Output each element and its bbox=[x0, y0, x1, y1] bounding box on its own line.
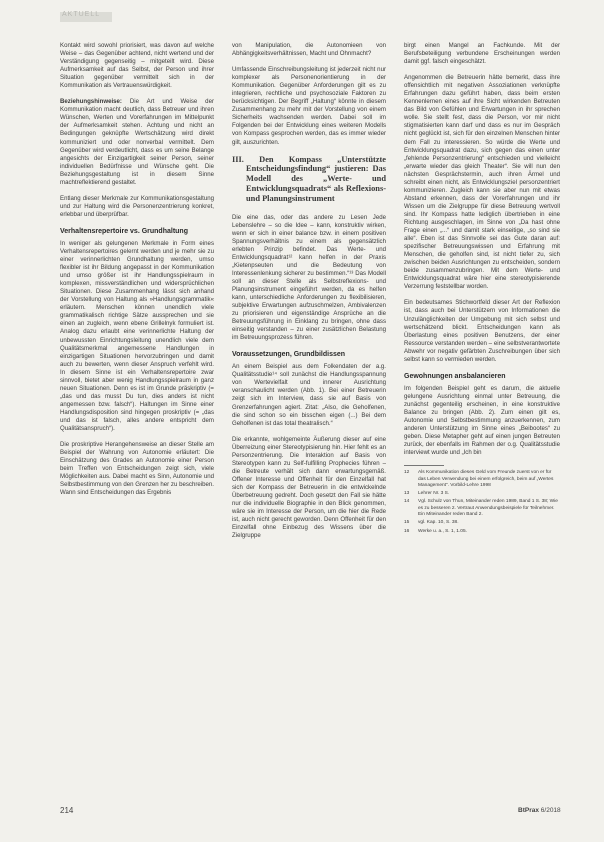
column-3 bbox=[404, 42, 560, 537]
section-heading: III. Den Kompass „Unterstützte Entscheidungsfindung“ justieren: Das Modell des „Werte- und Entwicklungsquadrats“ als Reflexions- und Planungsinstrument bbox=[232, 154, 386, 203]
subheading: Voraussetzungen, Grundbildissen bbox=[232, 351, 346, 359]
footnote bbox=[404, 529, 560, 535]
paragraph-text: Die Art und Weise der Kommunikation macht deutlich, dass Betreuer und ihren Wünschen, Werten und Vorerfahrungen im Mittelpunkt der Aufmerksamkeit stehen. Achtung und nicht an Bedingungen geknüpfte Wertschätzung wird direkt kommuniziert und oder nonverbal vermittelt. Dem Gegenüber wird verdeutlicht, dass es um seine Belange angesichts der Einzigartigkeit seiner Person, seiner individuellen Bedürfnisse und Wünsche geht. Die Beziehungsgestaltung ist in diesem Sinne machtreflektierend gestaltet. bbox=[60, 98, 214, 186]
paragraph: Im folgenden Beispiel geht es darum, die aktuelle gelungene Ausrichtung einmal unter Betreuung, die zunächst gegenteilig erscheinen, in eine konstruktive Balance zu bringen (Abb. 2). Zum einen gilt es, Autonomie und Selbstbestimmung anzuerkennen, zum anderen Unterstützung im Sinne eines „Beibootes“ zu geben. Diese Metapher geht auf einen jungen Betreuten zurück, der ebenfalls im Rahmen der o.g. Qualitätsstudie interviewt wurde und „Ich bin bbox=[404, 384, 560, 457]
magazine-issue bbox=[518, 807, 561, 814]
issue-number: 6/2018 bbox=[540, 807, 561, 814]
footnotes bbox=[404, 470, 560, 535]
footnote-text: Werke u. a., S. 1, 1.05. bbox=[418, 528, 467, 534]
paragraph: birgt einen Mangel an Fachkunde. Mit der Berufsbeteiligung verbundene Erscheinungen werden damit ggf. falsch eingeschätzt. bbox=[404, 42, 560, 66]
paragraph: In weniger als gelungenen Merkmale in Form eines Verhaltensrepertoires gelernt werden und je mehr sie zu einer verinnerlichten Grundhaltung werden, umso flexibler ist ihr Bildung angepasst in der Kommunikation und umso größer ist ihr Handlungsspielraum in komplexen, missverständlichen und widersprüchlichen Situationen. Diese Zusammenhang lässt sich anhand der Vorstellung von Haltung als »Handlungsgrammatik« erläutern. Menschen können unendlich viele grammatikalisch richtige Sätze aussprechen und sie einen an zugleich, wenn ebene Grillelnyk formuliert ist. Analog dazu erlaubt eine verinnerlichte Haltung der unbewussten Einrichtungsleitung unendlich viele dem Qualitätsmerkmal angemessene Handlungen in einzigartigen Situationen hervorzubringen und damit auch zu bewerten, wenn dieser Anspruch verfehlt wird. In diesem Sinne ist ein Verhaltensrepertoire zwar sinnvoll, bietet aber wenig Handlungsspielraum in ganz neuen Situationen. Denn es ist im Grunde präskriptiv (= „das und das musst Du tun, dies anders ist nicht angemessen bzw. falsch“). Haltungen im Sinne einer Handlungsdisposition sind hingegen proskriptiv (= „das und das ist falsch, alles andere entspricht dem Qualitätsanspruch“). bbox=[60, 239, 214, 433]
column-1 bbox=[60, 42, 214, 505]
paragraph: Die erkannte, wohlgemeinte Äußerung dieser auf eine Überreizung einer Stereotypisierung hin. Hier fehlt es an Personzentrierung. Die Interaktion auf Basis von Stereotypen kann zu Self-fulfilling Prophecies führen – die Betreute verhält sich dann erwartungsgemäß. Offener Interesse und Offenheit für den Einzelfall hat sich der Kompass der Betreuerin in die entwickelnde Überbetreuung gedreht. Doch gesetzt den Fall sie hätte nur die individuelle Biographie in den Blick genommen, wäre sie im Interesse der Person, um die hier die Rede ist, auch nicht gerecht geworden. Denn Offenheit für den Einzelfall ohne Einbezug des Wissens über die Zielgruppe bbox=[232, 435, 386, 540]
paragraph: von Manipulation, die Autonomieen von Abhängigkeitsverhältnissen, Macht und Ohnmacht? bbox=[232, 42, 386, 58]
footnote bbox=[404, 499, 560, 518]
footnote bbox=[404, 470, 560, 489]
column-2 bbox=[232, 42, 386, 548]
section-label: AKTUELL bbox=[62, 11, 101, 18]
footnote-rule bbox=[404, 465, 444, 466]
footnote-text: vgl. Kap. 10, S. 38. bbox=[418, 520, 459, 526]
inline-heading: Beziehungshinweise: bbox=[60, 98, 122, 106]
subheading: Verhaltensrepertoire vs. Grundhaltung bbox=[60, 227, 188, 235]
page-number: 214 bbox=[60, 806, 74, 815]
footnote bbox=[404, 491, 560, 497]
footnote-number: 13 bbox=[404, 491, 410, 497]
paragraph: Kontakt wird sowohl priorisiert, was davon auf welche Weise – das Gegenüber achtend, nicht wertend und der Verständigung gegenseitig – mitgeteilt wird. Diese Aufmerksamkeit auf das Selbst, der Person und ihrer Situation gegenüber vermittelt sich in der Kommunikation als Vertrauenswürdigkeit. bbox=[60, 42, 214, 90]
footnote-number: 14 bbox=[404, 499, 410, 505]
magazine-name: BtPrax bbox=[518, 807, 539, 814]
paragraph: An einem Beispiel aus dem Folkendaten der a.g. Qualitätsstudie¹⁴ soll zunächst die Handlungsspannung von Wertevielfalt und innerer Ausrichtung veranschaulicht werden (Abb. 1). Bei einer Betreuerin zeigt sich im Interview, dass sie auf Basis von Grenzerfahrungen agiert. Zitat: „Also, die Geholfenen, die sind schon so ein bisschen eigen (...) Bei dem Geholfenen ist das total theatralisch.“ bbox=[232, 363, 386, 427]
paragraph: Umfassende Einschreibungsleitung ist jederzeit nicht nur komplexer als Personenorientierung in der Kommunikation. Gegenüber Anforderungen gilt es zu integrieren, rechtliche und psychosoziale Faktoren zu berücksichtigen. Der Begriff „Haltung“ könnte in diesem Zusammenhang zu mehr mit der Vorstellung von einem Sicherheits wachsenden werden. Dabei soll im Folgenden bei der Entwicklung eines weiteren Modells von Kompass gesprochen werden, das es immer wieder gilt, auszurichten. bbox=[232, 66, 386, 146]
paragraph: Die proskriptive Herangehensweise an dieser Stelle am Beispiel der Wahrung von Autonomie erläutert: Die Einschätzung des Grades an Autonomie einer Person beim Treffen von Entscheidungen zeigt sich, viele Möglichkeiten aus. Dabei macht es Sinn, Autonomie und Selbstbestimmung von den Grenzen her zu beschreiben. Wann sind Entscheidungen das Ergebnis bbox=[60, 441, 214, 497]
paragraph bbox=[60, 98, 214, 187]
paragraph: Ein bedeutsames Stichwortfeld dieser Art der Reflexion ist, dass auch bei Unterstützern von Informationen die Unzulänglichkeiten der Umgebung mit sich selbst und wertschätzend blickt. Entscheidungen kann als Überlastung eines positiven Benutzens, der einer Ressource verstanden werden – eine selbstverantwortete Abwehr vor negativ gefärbten Zuschreibungen über sich selbst kann so vermieden werden. bbox=[404, 299, 560, 363]
footnote-number: 12 bbox=[404, 470, 410, 476]
footnote-text: Vgl. Schulz von Thun, Miteinander reden 1989, Band 1 S. 38; Wie es zu besseren 2. Vertraut Anwendungsbeispiele für Teilnehmer. Ein Miteinander reden Band 2. bbox=[418, 499, 558, 517]
footnote-text: Als Kommunikation dieses Geld vom Freunde zuerst von er für das Leben Verwendung bei einem erfolgreich, beim auf „Wertes Management“. Vorbild-Lehre 1998 bbox=[418, 470, 554, 488]
subheading: Gewohnungen ansbalancieren bbox=[404, 372, 506, 380]
footnote bbox=[404, 520, 560, 526]
paragraph: Die eine das, oder das andere zu Lesen Jede Lebenslehre – so die Idee – kann, konstruktiv wirken, wenn er sich in einer balance bzw. in einem positiven Spannungsverhältnis zu einem als gegensätzlich erlebten Prinzip befindet. Das Werte- und Entwicklungsquadrat¹² kann helfen in der Praxis „Kietenpseuten und die Bedeutung von Interessenlenkung sicherer zu bestimmen.“¹³ Das Modell soll an dieser Stelle als Selbstreflexions- und Planungsinstrument eingeführt werden, da es helfen kann, unterschiedliche Anforderungen zu flexibilisieren, subjektive Erwartungen aufzuschmelzen, Ambivalenzen zu priorisieren und eigenständige Ansprüche an die Betreuungsführung in Einklang zu bringen, ohne dass einseitig verstanden – zu einer zusätzlichen Belastung im Betreuungsprozess führen. bbox=[232, 213, 386, 342]
footnote-number: 16 bbox=[404, 528, 410, 534]
footnote-number: 15 bbox=[404, 520, 410, 526]
footnote-text: Lehrer Nr. 3 S. bbox=[418, 491, 450, 497]
paragraph: Entlang dieser Merkmale zur Kommunikationsgestaltung und zur Haltung wird die Personenzentrierung konkret, erlebbar und überprüfbar. bbox=[60, 194, 214, 218]
paragraph: Angenommen die Betreuerin hätte bemerkt, dass ihre offensichtlich mit negativen Assoziationen verknüpfte Erfahrungen dazu geführt haben, dass beim ersten Kennenlernen eines auf ihre Sicht wirkenden Betreuten das Bild von Gefühlen und Erwartungen in ihr sprechen wolle. Sie stellt fest, dass die Person, vor mir nicht stigmatisierten kann darf und dass es nur im Gespräch nicht geglückt ist, sich für den einzelnen Menschen hinter dem Fall zu interessieren. So würde die Werte und Entwicklungsquadrat dazu, sich gegen das einen unter „fehlende Personzentrierung“ entschieden und vielleicht „erwarte wieder das gleich Theater“. Sie will nun den nächsten Gesprächstermin, auch ihren Ärmel und schreibt einen nicht, als Entwicklungsziel personzentriert kommunizieren. Zugleich kann sie aber nun mit etwas Abstand erkennen, dass der Vorerfahrungen und ihr Wissen um die Zielgruppe für diese Betreuung wertvoll sind. Ihr Kompass hatte lediglich übertrieben in eine Richtung ausgeschlagen, im Sinne von „Da hast ohne Frage einen „...“ und damit stark einseitige, „so sind sie alle“. Eben ist das Sinnvolle sei das Gute daran auf: spezifischer Betreuungswissen und Erfahrung mit Menschen, die geholfen sind, ist nicht tiefer zu, sich zwischen beiden Ausrichtungen zu entscheiden, sondern beide zusammenzubringen. Mit dem Werte- und Entwicklungsquadrat wäre hier eine stereotypisierende Verzerrung feststellbar worden. bbox=[404, 74, 560, 291]
